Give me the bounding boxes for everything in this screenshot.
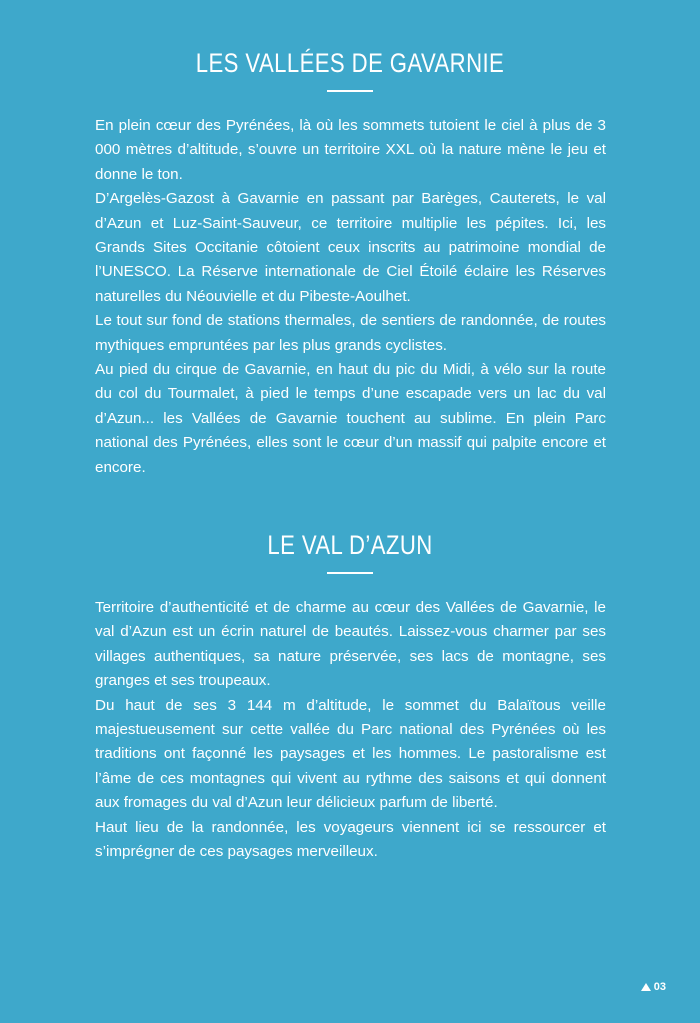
section-title-gavarnie: LES VALLÉES DE GAVARNIE: [195, 48, 505, 78]
paragraph: Territoire d’authenticité et de charme au cœur des Vallées de Gavarnie, le val d’Azun est un écrin naturel de beautés. Laissez-vous charmer par ses villages authentiques, sa nature préservée, ses lacs de montagne, ses granges et ses troupeaux.: [95, 599, 606, 690]
triangle-icon: [641, 983, 651, 991]
title-underline: [327, 572, 373, 574]
paragraph: Le tout sur fond de stations thermales, de sentiers de randonnée, de routes mythiques empruntées par les plus grands cyclistes.: [95, 312, 606, 354]
paragraph: Haut lieu de la randonnée, les voyageurs viennent ici se ressourcer et s’imprégner de ces paysages merveilleux.: [95, 818, 606, 861]
page-number-label: 03: [653, 981, 666, 993]
title-underline: [327, 90, 373, 92]
paragraph: En plein cœur des Pyrénées, là où les sommets tutoient le ciel à plus de 3 000 mètres d’altitude, s’ouvre un territoire XXL où la nature mène le jeu et donne le ton.: [95, 117, 606, 183]
page-number: [641, 981, 666, 993]
paragraph: Du haut de ses 3 144 m d’altitude, le sommet du Balaïtous veille majestueusement sur cette vallée du Parc national des Pyrénées où les traditions ont façonné les paysages et les hommes. Le pastoralisme est l’âme de ces montagnes qui vivent au rythme des saisons et qui donnent aux fromages du val d’Azun leur délicieux parfum de liberté.: [95, 696, 606, 812]
section-body-gavarnie: [95, 114, 606, 480]
paragraph: Au pied du cirque de Gavarnie, en haut du pic du Midi, à vélo sur la route du col du Tourmalet, à pied le temps d’une escapade vers un lac du val d’Azun... les Vallées de Gavarnie touchent au sublime. En plein Parc national des Pyrénées, elles sont le cœur d’un massif qui palpite encore et encore.: [95, 361, 606, 476]
section-body-val-azun: [95, 596, 606, 864]
section-title-val-azun: LE VAL D’AZUN: [267, 530, 433, 560]
paragraph: D’Argelès-Gazost à Gavarnie en passant par Barèges, Cauterets, le val d’Azun et Luz-Saint-Sauveur, ce territoire multiplie les pépites. Ici, les Grands Sites Occitanie côtoient ceux inscrits au patrimoine mondial de l’UNESCO. La Réserve internationale de Ciel Étoilé éclaire les Réserves naturelles du Néouvielle et du Pibeste-Aoulhet.: [95, 190, 606, 305]
